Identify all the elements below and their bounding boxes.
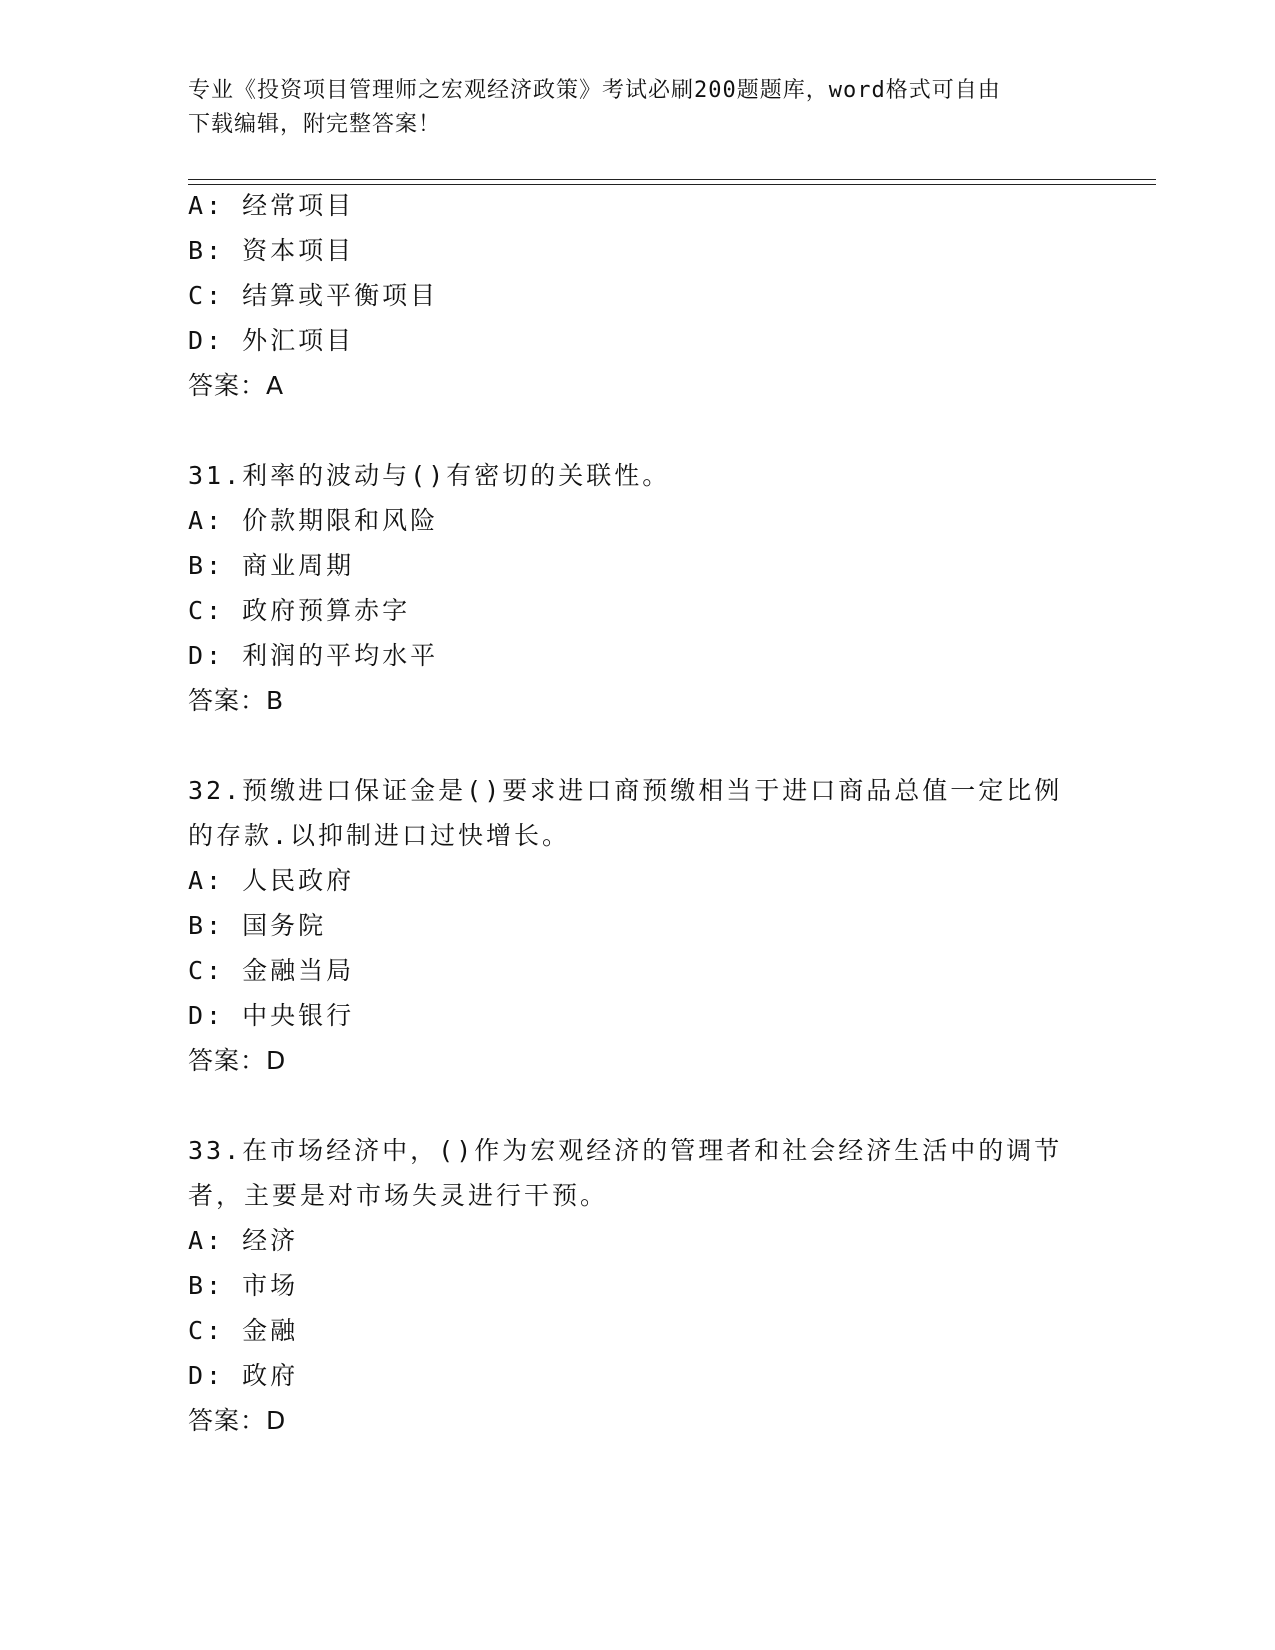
question-stem: 33.在市场经济中，()作为宏观经济的管理者和社会经济生活中的调节 [188, 1136, 1063, 1165]
answer-label: 答案：A [188, 371, 285, 400]
option-b: B: 市场 [188, 1271, 299, 1300]
option-d: D: 外汇项目 [188, 326, 355, 355]
option-c: C: 金融当局 [188, 956, 355, 985]
answer-label: 答案：B [188, 686, 285, 715]
option-d: D: 中央银行 [188, 1001, 355, 1030]
answer-label: 答案：D [188, 1046, 287, 1075]
question-stem-continued: 的存款.以抑制进口过快增长。 [188, 821, 571, 850]
question-stem: 31.利率的波动与()有密切的关联性。 [188, 461, 671, 490]
document-header [188, 74, 1068, 142]
question-stem: 32.预缴进口保证金是()要求进口商预缴相当于进口商品总值一定比例 [188, 776, 1063, 805]
option-d: D: 利润的平均水平 [188, 641, 439, 670]
option-c: C: 政府预算赤字 [188, 596, 411, 625]
option-c: C: 结算或平衡项目 [188, 281, 439, 310]
answer-label: 答案：D [188, 1406, 287, 1435]
header-line-2: 下载编辑，附完整答案！ [188, 112, 442, 137]
option-a: A: 经常项目 [188, 191, 355, 220]
option-a: A: 人民政府 [188, 866, 355, 895]
header-line-1: 专业《投资项目管理师之宏观经济政策》考试必刷200题题库，word格式可自由 [188, 78, 1001, 103]
header-divider-bottom [188, 184, 1156, 185]
option-a: A: 经济 [188, 1226, 299, 1255]
option-d: D: 政府 [188, 1361, 299, 1390]
option-b: B: 国务院 [188, 911, 327, 940]
option-c: C: 金融 [188, 1316, 299, 1345]
option-a: A: 价款期限和风险 [188, 506, 439, 535]
header-divider-top [188, 179, 1156, 180]
option-b: B: 资本项目 [188, 236, 355, 265]
option-b: B: 商业周期 [188, 551, 355, 580]
question-stem-continued: 者，主要是对市场失灵进行干预。 [188, 1181, 609, 1210]
